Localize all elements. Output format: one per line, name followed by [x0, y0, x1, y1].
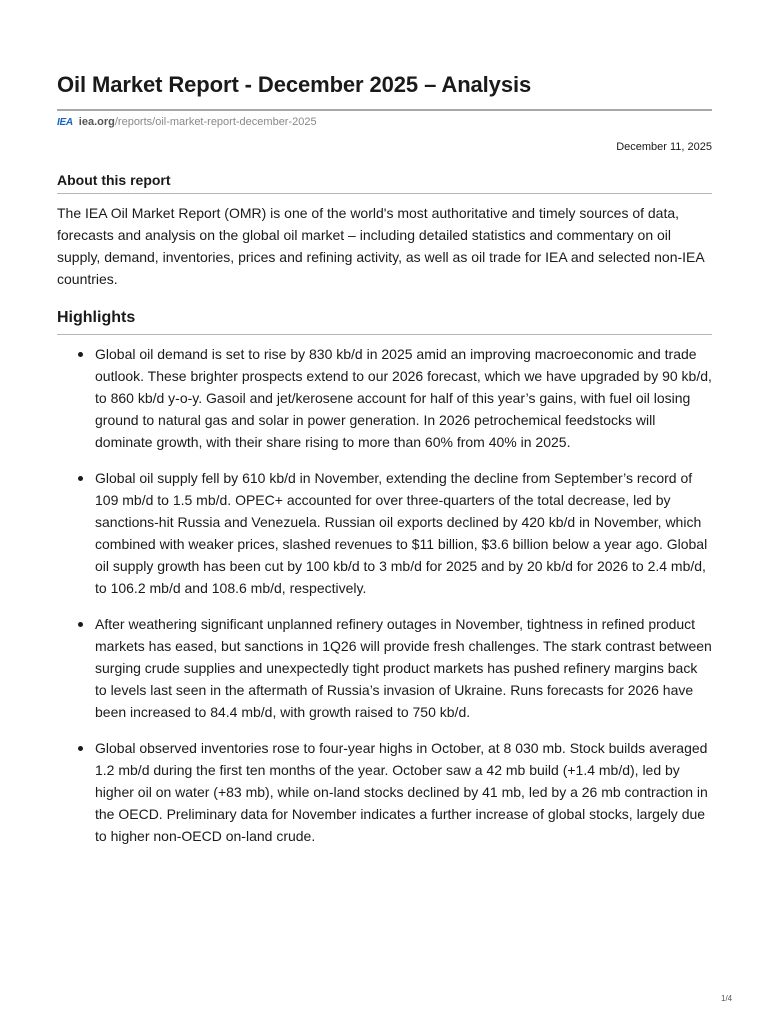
highlight-text: Global oil supply fell by 610 kb/d in November, extending the decline from September’s record of 109 mb/d to 1.5 mb/d. OPEC+ accounted for over three-quarters of the total decrease, led by sanctions-hit Russia and Venezuela. Russian oil exports declined by 420 kb/d in November, which combined with weaker prices, slashed revenues to $11 billion, $3.6 billion below a year ago. Global oil supply growth has been cut by 100 kb/d to 3 mb/d for 2025 and by 20 kb/d for 2026 to 2.4 mb/d, to 106.2 mb/d and 108.6 mb/d, respectively.	[95, 470, 708, 596]
publication-date: December 11, 2025	[616, 141, 712, 153]
highlight-item	[57, 467, 712, 599]
source-link[interactable]	[57, 116, 317, 128]
highlight-text: Global oil demand is set to rise by 830 kb/d in 2025 amid an improving macroeconomic and trade outlook. These brighter prospects extend to our 2026 forecast, which we have upgraded by 90 kb/d, to 860 kb/d y-o-y. Gasoil and jet/kerosene account for half of this year’s gains, with fuel oil losing ground to natural gas and solar in power generation. In 2026 petrochemical feedstocks will dominate growth, with their share rising to more than 60% from 40% in 2025.	[95, 346, 712, 450]
highlight-item	[57, 613, 712, 723]
bullet-icon	[78, 746, 83, 751]
highlights-heading: Highlights	[57, 309, 136, 326]
page-title: Oil Market Report - December 2025 – Analysis	[57, 72, 532, 97]
bullet-icon	[78, 352, 83, 357]
source-path[interactable]: /reports/oil-market-report-december-2025	[114, 116, 317, 128]
page-number: 1/4	[721, 994, 733, 1003]
highlight-item	[57, 343, 712, 453]
highlight-text: Global observed inventories rose to four-year highs in October, at 8 030 mb. Stock builds averaged 1.2 mb/d during the first ten months of the year. October saw a 42 mb build (+1.4 mb/d), led by higher oil on water (+83 mb), while on-land stocks declined by 41 mb, led by a 26 mb contraction in the OECD. Preliminary data for November indicates a further increase of global stocks, largely due to higher non-OECD on-land crude.	[95, 740, 708, 844]
highlights-divider	[57, 334, 712, 335]
bullet-icon	[78, 622, 83, 627]
highlight-text: After weathering significant unplanned refinery outages in November, tightness in refined product markets has eased, but sanctions in 1Q26 will provide fresh challenges. The stark contrast between surging crude supplies and unexpectedly tight product markets has pushed refinery margins back to levels last seen in the aftermath of Russia’s invasion of Ukraine. Runs forecasts for 2026 have been increased to 84.4 mb/d, with growth raised to 750 kb/d.	[95, 616, 712, 720]
title-divider	[57, 109, 712, 111]
bullet-icon	[78, 476, 83, 481]
iea-logo: IEA	[57, 116, 73, 128]
about-text: The IEA Oil Market Report (OMR) is one of the world's most authoritative and timely sources of data, forecasts and analysis on the global oil market – including detailed statistics and commentary on oil supply, demand, inventories, prices and refining activity, as well as oil trade for IEA and selected non-IEA countries.	[57, 205, 704, 287]
highlights-list	[57, 343, 712, 861]
source-domain[interactable]: iea.org	[78, 116, 115, 128]
about-heading: About this report	[57, 172, 171, 188]
about-divider	[57, 193, 712, 194]
highlight-item	[57, 737, 712, 847]
